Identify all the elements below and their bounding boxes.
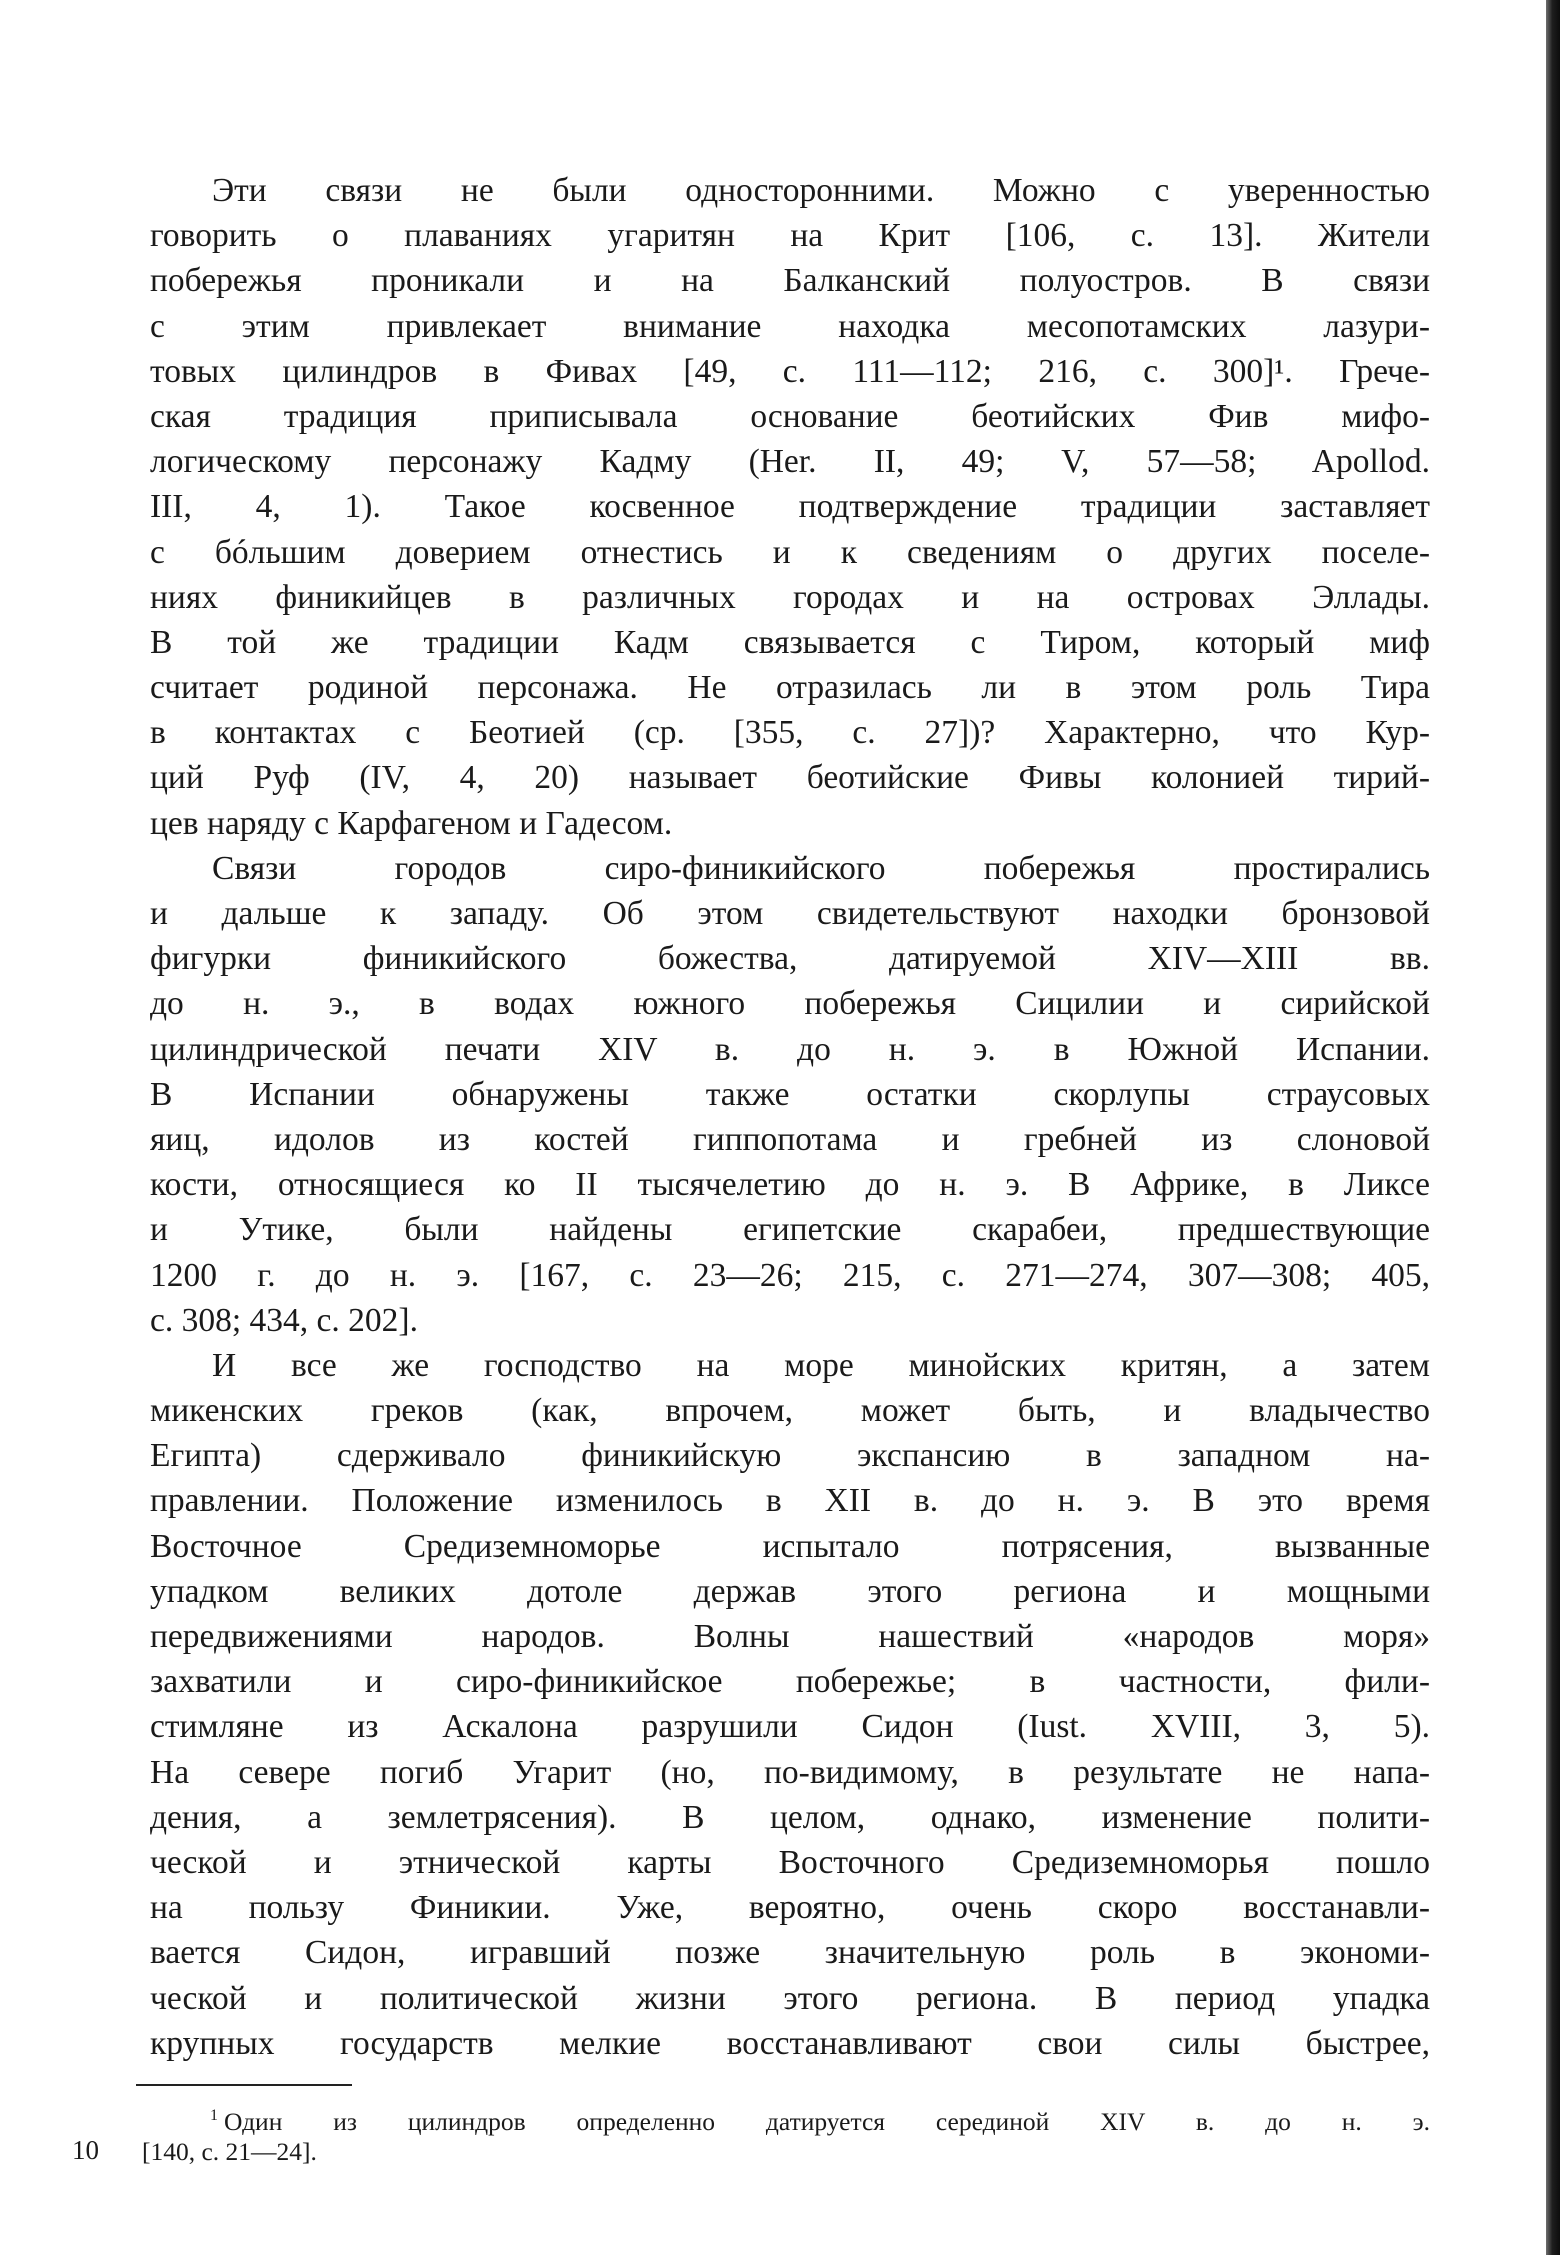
text-line: Эти связи не были односторонними. Можно с уверенностью	[212, 172, 1430, 209]
text-line: вается Сидон, игравший позже значительную роль в экономи-	[150, 1934, 1430, 1972]
text-line: логическому персонажу Кадму (Her. II, 49; V, 57—58; Apollod.	[150, 443, 1430, 481]
text-line: Связи городов сиро-финикийского побережья простирались	[212, 849, 1430, 887]
footnote-text: Один из цилиндров определенно датируется серединой XIV в. до н. э.	[224, 2107, 1430, 2136]
text-line: говорить о плаваниях угаритян на Крит [106, с. 13]. Жители	[150, 217, 1430, 255]
text-line: фигурки финикийского божества, датируемой XIV—XIII вв.	[150, 940, 1430, 978]
text-line: На севере погиб Угарит (но, по-видимому, в результате не напа-	[150, 1753, 1430, 1791]
text-line: упадком великих дотоле держав этого региона и мощными	[150, 1572, 1430, 1610]
text-line: 1200 г. до н. э. [167, с. 23—26; 215, с. 271—274, 307—308; 405,	[150, 1256, 1430, 1294]
paragraph-3	[150, 1343, 1430, 2066]
text-line: передвижениями народов. Волны нашествий «народов моря»	[150, 1618, 1430, 1655]
text-line: захватили и сиро-финикийское побережье; в частности, фили-	[150, 1663, 1430, 1701]
text-line: Египта) сдерживало финикийскую экспансию в западном на-	[150, 1437, 1430, 1475]
footnote	[136, 2098, 1430, 2170]
paragraph-2	[150, 846, 1430, 1343]
text-line: В той же традиции Кадм связывается с Тиром, который миф	[150, 623, 1430, 661]
text-line: дения, а землетрясения). В целом, однако, изменение полити-	[150, 1798, 1430, 1836]
paragraph-1	[150, 168, 1430, 846]
text-line: крупных государств мелкие восстанавливают свои силы быстрее,	[150, 2024, 1430, 2062]
text-line: микенских греков (как, впрочем, может быть, и владычество	[150, 1392, 1430, 1430]
text-line: ская традиция приписывала основание беотийских Фив мифо-	[150, 397, 1430, 435]
page-number: 10	[72, 2135, 99, 2165]
text-line: ческой и политической жизни этого региона. В период упадка	[150, 1979, 1430, 2017]
text-line: с. 308; 434, с. 202].	[150, 1301, 418, 1339]
text-line: Восточное Средиземноморье испытало потрясения, вызванные	[150, 1527, 1430, 1565]
text-line: товых цилиндров в Фивах [49, с. 111—112; 216, с. 300]¹. Грече-	[150, 352, 1430, 390]
text-line: с этим привлекает внимание находка месопотамских лазури-	[150, 307, 1430, 345]
text-line: цилиндрической печати XIV в. до н. э. в Южной Испании.	[150, 1030, 1430, 1068]
main-text	[150, 168, 1430, 2066]
text-line: и дальше к западу. Об этом свидетельствуют находки бронзовой	[150, 895, 1430, 932]
text-line: В Испании обнаружены также остатки скорлупы страусовых	[150, 1075, 1430, 1113]
text-line: в контактах с Беотией (ср. [355, с. 27])? Характерно, что Кур-	[150, 714, 1430, 752]
text-line: побережья проникали и на Балканский полуостров. В связи	[150, 262, 1430, 300]
text-line: считает родиной персонажа. Не отразилась ли в этом роль Тира	[150, 669, 1430, 707]
text-line: И все же господство на море минойских критян, а затем	[212, 1346, 1430, 1384]
text-line: с бóльшим доверием отнестись и к сведениям о других поселе-	[150, 533, 1430, 571]
text-line: правлении. Положение изменилось в XII в. до н. э. В это время	[150, 1482, 1430, 1520]
scan-binding-edge	[1546, 0, 1560, 2255]
text-line: до н. э., в водах южного побережья Сицилии и сирийской	[150, 985, 1430, 1023]
text-line: цев наряду с Карфагеном и Гадесом.	[150, 804, 673, 842]
text-line: стимляне из Аскалона разрушили Сидон (Iust. XVIII, 3, 5).	[150, 1708, 1430, 1746]
text-line: ниях финикийцев в различных городах и на островах Эллады.	[150, 578, 1430, 616]
text-line: ческой и этнической карты Восточного Средиземноморья пошло	[150, 1843, 1430, 1881]
footnote-marker: 1	[210, 2107, 218, 2124]
text-line: яиц, идолов из костей гиппопотама и гребней из слоновой	[150, 1120, 1430, 1158]
text-line: III, 4, 1). Такое косвенное подтверждение традиции заставляет	[150, 488, 1430, 526]
footnote-line: [140, с. 21—24].	[142, 2137, 317, 2166]
text-line: ций Руф (IV, 4, 20) называет беотийские Фивы колонией тирий-	[150, 759, 1430, 797]
footnote-line	[136, 2098, 1430, 2134]
text-line: и Утике, были найдены египетские скарабеи, предшествующие	[150, 1211, 1430, 1249]
footnote-separator	[136, 2084, 352, 2086]
text-line: кости, относящиеся ко II тысячелетию до н. э. В Африке, в Ликсе	[150, 1166, 1430, 1204]
text-line: на пользу Финикии. Уже, вероятно, очень скоро восстанавли-	[150, 1889, 1430, 1927]
